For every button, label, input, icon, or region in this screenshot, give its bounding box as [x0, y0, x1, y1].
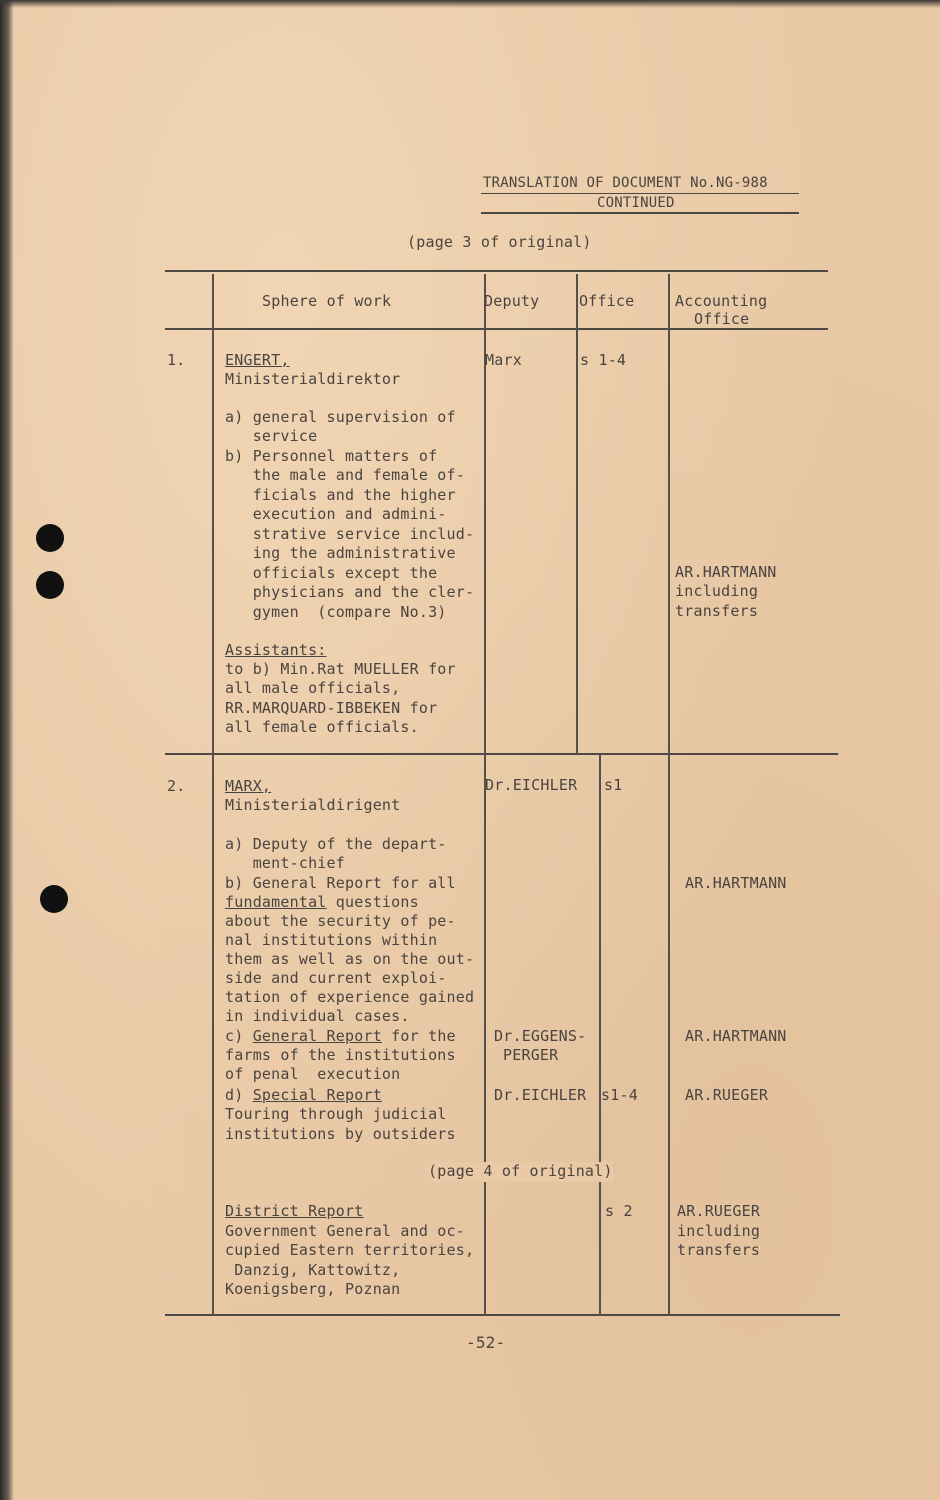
duty-line: nal institutions within: [225, 931, 438, 949]
underlined-text: Special Report: [252, 1086, 382, 1104]
duty-line: in individual cases.: [225, 1007, 410, 1025]
assistant-line: all female officials.: [225, 718, 419, 736]
deputy-cell: PERGER: [503, 1046, 559, 1064]
duty-text: questions: [326, 893, 419, 911]
duty-line: [225, 1086, 382, 1106]
official-name: ENGERT,: [225, 351, 290, 369]
duty-text: c): [225, 1027, 253, 1045]
duty-line: service: [225, 427, 318, 445]
row-number: 1.: [167, 351, 186, 369]
office-cell: s1: [604, 776, 623, 794]
punch-hole: [36, 524, 64, 552]
page-reference: (page 4 of original): [428, 1162, 613, 1180]
punch-hole: [36, 571, 64, 599]
office-cell: s1-4: [601, 1086, 638, 1104]
column-rule: [599, 755, 601, 1316]
duty-line: b) Personnel matters of: [225, 447, 438, 465]
accounting-cell: AR.HARTMANN: [685, 874, 787, 892]
accounting-cell: AR.HARTMANN: [685, 1027, 787, 1045]
table-bottom-rule: [165, 1314, 840, 1316]
duty-line: side and current exploi-: [225, 969, 447, 987]
accounting-cell: AR.RUEGER: [685, 1086, 769, 1104]
column-header-accounting: Accounting: [675, 292, 768, 310]
column-header-sphere: Sphere of work: [262, 292, 392, 310]
table-top-rule: [165, 270, 828, 272]
accounting-cell: transfers: [677, 1241, 761, 1259]
duty-line: ing the administrative: [225, 544, 456, 562]
assistants-label: Assistants:: [225, 641, 327, 659]
duty-line: of penal execution: [225, 1065, 401, 1083]
deputy-cell: Dr.EICHLER: [494, 1086, 587, 1104]
duty-line: a) Deputy of the depart-: [225, 835, 447, 853]
office-cell: s 1-4: [580, 351, 627, 369]
district-line: Koenigsberg, Poznan: [225, 1280, 401, 1298]
column-rule: [576, 274, 578, 754]
column-rule: [668, 274, 670, 1316]
district-line: Government General and oc-: [225, 1222, 465, 1240]
underlined-text: fundamental: [225, 893, 327, 911]
scan-edge-left: [0, 0, 14, 1500]
column-header-office: Office: [579, 292, 635, 310]
official-name: MARX,: [225, 777, 272, 795]
duty-line: strative service includ-: [225, 525, 475, 543]
row-number: 2.: [167, 777, 186, 795]
duty-line: [225, 1027, 456, 1047]
district-line: Danzig, Kattowitz,: [225, 1261, 401, 1279]
duty-text: d): [225, 1086, 253, 1104]
document-heading: TRANSLATION OF DOCUMENT No.NG-988: [483, 175, 768, 191]
duty-line: a) general supervision of: [225, 408, 456, 426]
assistant-line: to b) Min.Rat MUELLER for: [225, 660, 456, 678]
accounting-cell: transfers: [675, 602, 759, 620]
duty-text: for the: [381, 1027, 456, 1045]
accounting-cell: AR.HARTMANN: [675, 563, 777, 581]
deputy-cell: Dr.EICHLER: [485, 776, 578, 794]
duty-line: about the security of pe-: [225, 912, 456, 930]
column-header-deputy: Deputy: [484, 292, 540, 310]
office-cell: s 2: [605, 1202, 633, 1220]
duty-line: tation of experience gained: [225, 988, 475, 1006]
assistant-line: all male officials,: [225, 679, 401, 697]
scan-edge-top: [0, 0, 940, 8]
duty-line: officials except the: [225, 564, 438, 582]
duty-line: gymen (compare No.3): [225, 603, 447, 621]
duty-line: physicians and the cler-: [225, 583, 475, 601]
duty-line: institutions by outsiders: [225, 1125, 456, 1143]
document-continued: CONTINUED: [597, 195, 675, 211]
assistant-line: RR.MARQUARD-IBBEKEN for: [225, 699, 438, 717]
duty-line: b) General Report for all: [225, 874, 456, 892]
official-title: Ministerialdirektor: [225, 370, 401, 388]
column-header-accounting-office: Office: [694, 310, 750, 328]
official-title: Ministerialdirigent: [225, 796, 401, 814]
heading-rule: [481, 212, 799, 214]
page-number: -52-: [466, 1333, 506, 1352]
underlined-text: General Report: [252, 1027, 382, 1045]
row-separator: [165, 753, 838, 755]
duty-line: them as well as on the out-: [225, 950, 475, 968]
column-rule: [212, 274, 214, 1316]
district-report-label: District Report: [225, 1202, 364, 1220]
duty-line: farms of the institutions: [225, 1046, 456, 1064]
duty-line: ment-chief: [225, 854, 345, 872]
duty-line: Touring through judicial: [225, 1105, 447, 1123]
duty-line: [225, 893, 419, 913]
duty-line: the male and female of-: [225, 466, 465, 484]
page-reference: (page 3 of original): [407, 233, 592, 251]
accounting-cell: including: [675, 582, 759, 600]
deputy-cell: Dr.EGGENS-: [494, 1027, 587, 1045]
accounting-cell: including: [677, 1222, 761, 1240]
duty-line: ficials and the higher: [225, 486, 456, 504]
punch-hole: [40, 885, 68, 913]
district-line: cupied Eastern territories,: [225, 1241, 475, 1259]
accounting-cell: AR.RUEGER: [677, 1202, 761, 1220]
deputy-cell: Marx: [485, 351, 522, 369]
duty-line: execution and admini-: [225, 505, 447, 523]
